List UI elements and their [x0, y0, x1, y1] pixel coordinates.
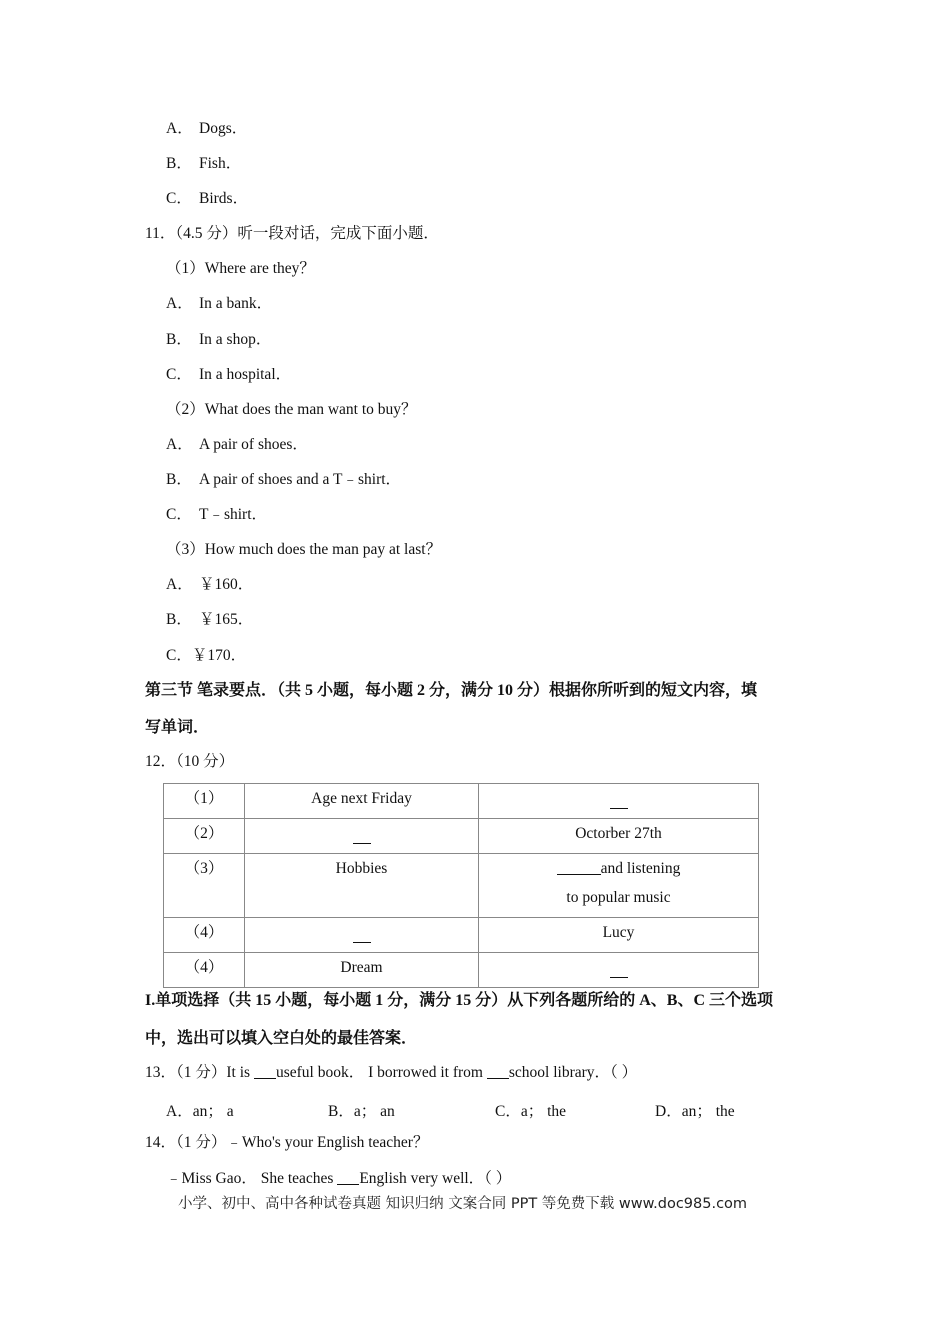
option-text: ￥165． [199, 611, 254, 628]
table-row [164, 854, 759, 918]
table-row [164, 819, 759, 854]
row-item[interactable] [245, 819, 479, 854]
answer-blank[interactable] [557, 860, 601, 875]
q13-stem [145, 1063, 637, 1083]
q11-sub3-option-c [166, 646, 246, 666]
option-text: In a hospital． [199, 366, 292, 383]
answer-blank[interactable] [337, 1170, 359, 1185]
row-number: （2） [164, 819, 245, 854]
option-label: C． [166, 366, 192, 383]
q13-prefix: 13．（1 分）It is [145, 1064, 254, 1081]
answer-blank[interactable] [254, 1064, 276, 1079]
q11-sub2-option-b [166, 470, 401, 490]
q13-mid2: school library．（ ） [508, 1064, 638, 1081]
page-footer: 小学、初中、高中各种试卷真题 知识归纳 文案合同 PPT 等免费下载 www.doc985.com [178, 1196, 748, 1212]
q11-sub3-question: （3）How much does the man pay at last？ [166, 541, 442, 558]
option-label: A． [166, 436, 193, 453]
q10-option-c [166, 189, 248, 209]
row-value[interactable] [479, 953, 759, 988]
q14-line2-suffix: English very well．（ ） [359, 1170, 512, 1187]
option-label: A． [166, 576, 193, 593]
option-text: In a bank． [199, 295, 273, 312]
row-number: （1） [164, 784, 245, 819]
q11-sub2-option-c [166, 505, 267, 525]
option-text: ￥160． [199, 576, 254, 593]
option-text: Fish． [199, 155, 242, 172]
option-text: T﹣shirt． [199, 506, 268, 523]
q14-line2-prefix: ﹣Miss Gao． She teaches [166, 1170, 338, 1187]
sectionI-heading-line1: I.单项选择（共 15 小题，每小题 1 分，满分 15 分）从下列各题所给的 A、B、C 三个选项 [145, 992, 774, 1009]
q14-line1: 14．（1 分）﹣Who's your English teacher？ [145, 1134, 429, 1151]
option-label: B． [166, 471, 192, 488]
q11-sub1-option-b [166, 330, 271, 350]
q12-header: 12．（10 分） [145, 753, 235, 770]
row-value [479, 854, 759, 918]
row-number: （4） [164, 918, 245, 953]
option-text: Dogs． [199, 120, 248, 137]
q11-sub3-option-b [166, 610, 253, 630]
option-label: A． [166, 295, 193, 312]
option-label: C． [166, 506, 192, 523]
option-text: C．￥170． [166, 647, 247, 664]
row-value: Lucy [479, 918, 759, 953]
option-label: C． [166, 190, 192, 207]
row-item: Hobbies [245, 854, 479, 918]
answer-blank[interactable] [353, 928, 371, 943]
answer-blank[interactable] [610, 963, 628, 978]
section3-heading-line2: 写单词． [145, 719, 210, 736]
row-item: Dream [245, 953, 479, 988]
section3-heading-line1: 第三节 笔录要点．（共 5 小题，每小题 2 分，满分 10 分）根据你所听到的短文内容，填 [145, 682, 758, 699]
q11-sub1-option-c [166, 365, 291, 385]
option-text: Birds． [199, 190, 249, 207]
row-value-text: and listening [600, 860, 681, 877]
q11-sub2-option-a [166, 435, 308, 455]
answer-blank[interactable] [353, 829, 371, 844]
option-label: A． [166, 120, 193, 137]
q11-header: 11．（4.5 分）听一段对话，完成下面小题． [145, 225, 439, 242]
row-number: （4） [164, 953, 245, 988]
table-row [164, 953, 759, 988]
option-label: B． [166, 331, 192, 348]
row-item[interactable] [245, 918, 479, 953]
option-text: A pair of shoes and a T﹣shirt． [199, 471, 402, 488]
q11-sub3-option-a [166, 575, 253, 595]
option-label: B． [166, 611, 192, 628]
row-item: Age next Friday [245, 784, 479, 819]
q14-line2 [166, 1169, 511, 1189]
option-text: In a shop． [199, 331, 272, 348]
q10-option-a [166, 119, 247, 139]
q11-sub2-question: （2）What does the man want to buy？ [166, 401, 417, 418]
answer-blank[interactable] [487, 1064, 509, 1079]
option-text: A pair of shoes． [199, 436, 308, 453]
sectionI-heading-line2: 中，选出可以填入空白处的最佳答案． [145, 1030, 418, 1047]
q13-mid1: useful book． I borrowed it from [275, 1064, 487, 1081]
q12-table [163, 783, 759, 988]
q13-choice-d[interactable]: D．an； the [655, 1103, 735, 1120]
q13-choice-c[interactable]: C．a； the [495, 1103, 567, 1120]
row-value: Octorber 27th [479, 819, 759, 854]
option-label: B． [166, 155, 192, 172]
row-number: （3） [164, 854, 245, 918]
row-value[interactable] [479, 784, 759, 819]
q11-sub1-option-a [166, 294, 272, 314]
q10-option-b [166, 154, 241, 174]
table-row [164, 784, 759, 819]
q11-sub1-question: （1）Where are they？ [166, 260, 315, 277]
answer-blank[interactable] [610, 794, 628, 809]
q13-choice-a[interactable]: A．an； a [166, 1103, 234, 1120]
table-row [164, 918, 759, 953]
row-value-line2: to popular music [566, 889, 671, 906]
q13-choice-b[interactable]: B．a； an [328, 1103, 395, 1120]
